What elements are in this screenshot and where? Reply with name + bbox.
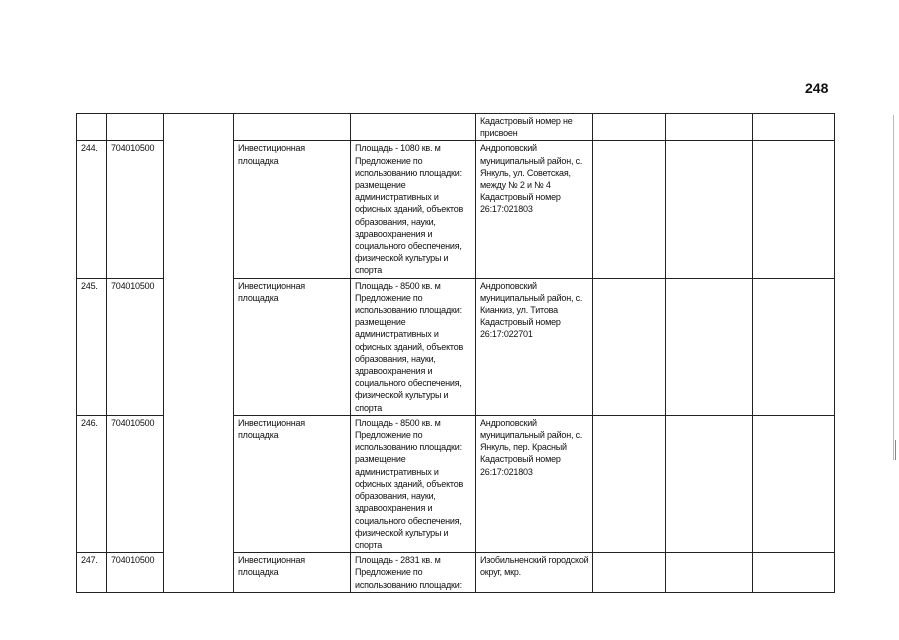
row-number: 247. <box>77 553 107 593</box>
empty-cell <box>666 141 753 278</box>
empty-cell <box>753 415 835 552</box>
row-description: Площадь - 1080 кв. м Предложение по использованию площадки: размещение административных и офисных зданий, объектов образования, науки, здравоохранения и социального обеспечения, физической культуры и спорта <box>351 141 476 278</box>
row-number: 246. <box>77 415 107 552</box>
row-code: 704010500 <box>107 141 164 278</box>
row-location: Кадастровый номер не присвоен <box>476 114 593 141</box>
row-code: 704010500 <box>107 415 164 552</box>
row-number <box>77 114 107 141</box>
row-type: Инвестиционная площадка <box>234 141 351 278</box>
empty-cell <box>666 114 753 141</box>
row-description: Площадь - 8500 кв. м Предложение по использованию площадки: размещение административных и офисных зданий, объектов образования, науки, здравоохранения и социального обеспечения, физической культуры и спорта <box>351 415 476 552</box>
scan-edge-mark <box>895 440 896 460</box>
empty-cell <box>593 278 666 415</box>
table-row <box>77 114 835 141</box>
empty-cell <box>753 141 835 278</box>
row-type <box>234 114 351 141</box>
row-description: Площадь - 8500 кв. м Предложение по использованию площадки: размещение административных и офисных зданий, объектов образования, науки, здравоохранения и социального обеспечения, физической культуры и спорта <box>351 278 476 415</box>
row-code: 704010500 <box>107 278 164 415</box>
page-number: 248 <box>805 80 829 96</box>
row-description: Площадь - 2831 кв. м Предложение по использованию площадки: <box>351 553 476 593</box>
empty-cell <box>666 278 753 415</box>
row-number: 244. <box>77 141 107 278</box>
empty-cell <box>753 114 835 141</box>
empty-cell <box>593 553 666 593</box>
row-code: 704010500 <box>107 553 164 593</box>
empty-cell <box>593 141 666 278</box>
row-type: Инвестиционная площадка <box>234 278 351 415</box>
empty-cell <box>753 278 835 415</box>
empty-cell <box>593 415 666 552</box>
scan-edge-line <box>893 115 894 460</box>
register-table <box>76 113 835 593</box>
row-type: Инвестиционная площадка <box>234 415 351 552</box>
row-location: Андроповский муниципальный район, с. Янкуль, пер. Красный Кадастровый номер 26:17:021803 <box>476 415 593 552</box>
empty-cell <box>753 553 835 593</box>
empty-cell <box>164 114 234 593</box>
row-description <box>351 114 476 141</box>
row-location: Андроповский муниципальный район, с. Кианкиз, ул. Титова Кадастровый номер 26:17:022701 <box>476 278 593 415</box>
row-location: Андроповский муниципальный район, с. Янкуль, ул. Советская, между № 2 и № 4 Кадастровый номер 26:17:021803 <box>476 141 593 278</box>
empty-cell <box>593 114 666 141</box>
empty-cell <box>666 415 753 552</box>
row-type: Инвестиционная площадка <box>234 553 351 593</box>
row-location: Изобильненский городской округ, мкр. <box>476 553 593 593</box>
row-number: 245. <box>77 278 107 415</box>
row-code <box>107 114 164 141</box>
empty-cell <box>666 553 753 593</box>
